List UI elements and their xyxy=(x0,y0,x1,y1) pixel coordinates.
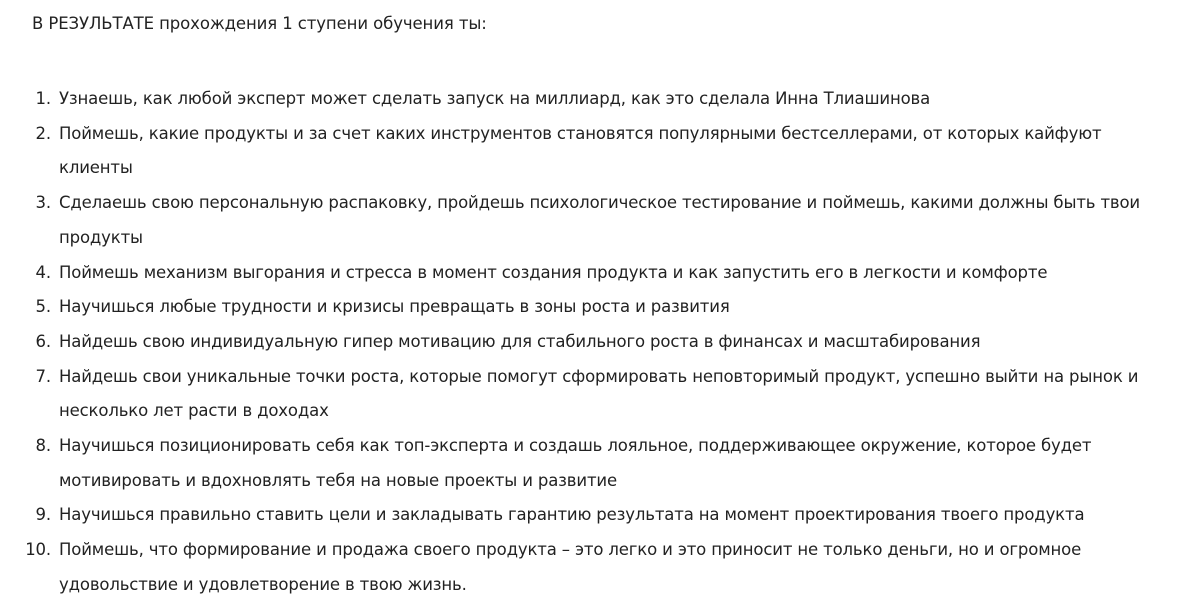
list-item-text: Научишься любые трудности и кризисы превращать в зоны роста и развития xyxy=(59,297,730,317)
list-item-text: Научишься позиционировать себя как топ-эксперта и создашь лояльное, поддерживающее окружение, которое будет мотивировать и вдохновлять тебя на новые проекты и развитие xyxy=(59,436,1092,490)
list-item-text: Поймешь, что формирование и продажа своего продукта – это легко и это приносит не только деньги, но и огромное удовольствие и удовлетворение в твою жизнь. xyxy=(59,540,1082,594)
list-item-number: 9. xyxy=(35,505,51,525)
list-item-number: 5. xyxy=(35,297,51,317)
list-item-8 xyxy=(32,429,1179,498)
list-item-number: 7. xyxy=(35,366,51,386)
list-item-text: Узнаешь, как любой эксперт может сделать запуск на миллиард, как это сделала Инна Тлиашинова xyxy=(59,89,931,108)
list-item-number: 3. xyxy=(35,193,51,213)
list-item-1 xyxy=(32,82,1179,117)
list-item-6 xyxy=(32,325,1179,360)
list-item-text: Найдешь свои уникальные точки роста, которые помогут сформировать неповторимый продукт, успешно выйти на рынок и несколько лет расти в доходах xyxy=(59,366,1139,421)
list-item-number: 1. xyxy=(35,89,51,108)
list-item-number: 4. xyxy=(35,262,51,282)
list-item-10 xyxy=(25,533,1179,602)
results-list xyxy=(25,82,1187,603)
list-item-5 xyxy=(32,290,1179,325)
list-item-4 xyxy=(32,256,1179,291)
list-item-9 xyxy=(32,498,1179,533)
list-item-text: Поймешь, какие продукты и за счет каких инструментов становятся популярными бестселлерами, от которых кайфуют клиенты xyxy=(59,123,1102,178)
list-item-3 xyxy=(32,186,1179,255)
list-item-number: 8. xyxy=(35,436,51,456)
list-item-number: 10. xyxy=(25,540,51,560)
section-heading: В РЕЗУЛЬТАТЕ прохождения 1 ступени обучения ты: xyxy=(32,14,487,33)
list-item-7 xyxy=(32,360,1179,429)
list-item-text: Найдешь свою индивидуальную гипер мотивацию для стабильного роста в финансах и масштабирования xyxy=(59,331,981,351)
list-item-text: Научишься правильно ставить цели и закладывать гарантию результата на момент проектирования твоего продукта xyxy=(59,505,1085,525)
list-item-number: 6. xyxy=(35,331,51,351)
list-item-2 xyxy=(32,117,1179,186)
list-item-text: Поймешь механизм выгорания и стресса в момент создания продукта и как запустить его в легкости и комфорте xyxy=(59,262,1048,282)
list-item-text: Сделаешь свою персональную распаковку, пройдешь психологическое тестирование и поймешь, какими должны быть твои продукты xyxy=(59,193,1141,247)
list-item-number: 2. xyxy=(35,123,51,143)
